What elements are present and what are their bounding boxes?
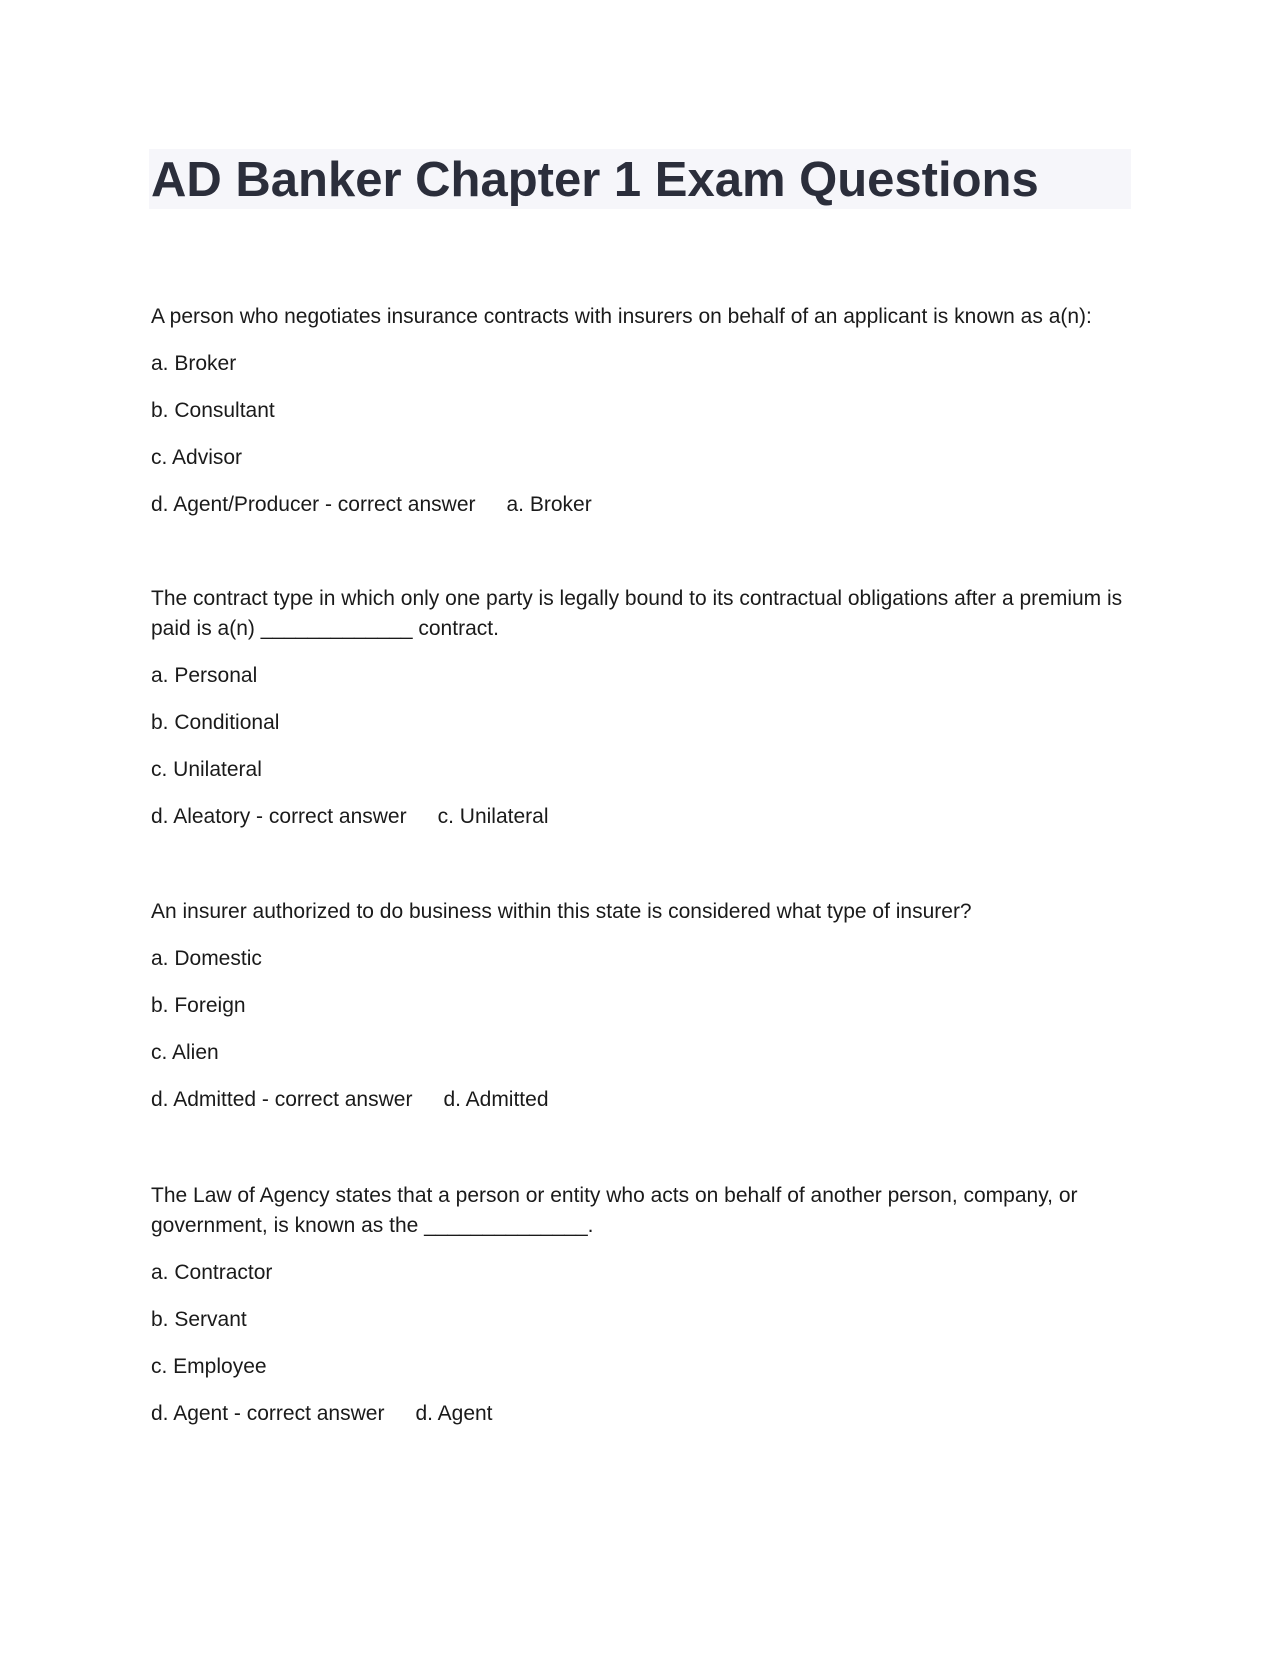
question-text: A person who negotiates insurance contracts with insurers on behalf of an applicant is known as a(n): bbox=[151, 305, 1092, 328]
option-d: d. Agent - correct answer bbox=[151, 1402, 385, 1425]
option-d: d. Agent/Producer - correct answer bbox=[151, 493, 476, 516]
option-b: b. Conditional bbox=[151, 711, 280, 734]
question-block bbox=[151, 584, 1131, 832]
question-block bbox=[151, 302, 1131, 520]
option-b: b. Consultant bbox=[151, 399, 275, 422]
question-text: An insurer authorized to do business within this state is considered what type of insurer? bbox=[151, 900, 972, 923]
option-b: b. Foreign bbox=[151, 994, 246, 1017]
option-c: c. Unilateral bbox=[151, 758, 262, 781]
option-c: c. Alien bbox=[151, 1041, 219, 1064]
option-d-row bbox=[151, 490, 1131, 520]
option-c: c. Employee bbox=[151, 1355, 267, 1378]
option-c: c. Advisor bbox=[151, 446, 243, 469]
option-list bbox=[151, 349, 1131, 520]
option-d: d. Aleatory - correct answer bbox=[151, 805, 407, 828]
option-a: a. Personal bbox=[151, 664, 258, 687]
question-block bbox=[151, 1181, 1131, 1429]
option-a: a. Contractor bbox=[151, 1261, 273, 1284]
question-text: The Law of Agency states that a person or entity who acts on behalf of another person, company, or government, is known as the ______________. bbox=[151, 1184, 1078, 1237]
option-d-row bbox=[151, 1399, 1131, 1429]
option-a: a. Broker bbox=[151, 352, 237, 375]
correct-answer: d. Agent bbox=[415, 1402, 493, 1425]
option-a: a. Domestic bbox=[151, 947, 262, 970]
option-list bbox=[151, 944, 1131, 1115]
option-d-row bbox=[151, 802, 1131, 832]
correct-answer: c. Unilateral bbox=[437, 805, 549, 828]
option-d-row bbox=[151, 1085, 1131, 1115]
correct-answer: a. Broker bbox=[506, 493, 592, 516]
option-d: d. Admitted - correct answer bbox=[151, 1088, 413, 1111]
correct-answer: d. Admitted bbox=[443, 1088, 549, 1111]
question-text: The contract type in which only one party is legally bound to its contractual obligations after a premium is paid is a(n) _____________ contract. bbox=[151, 587, 1123, 640]
option-list bbox=[151, 661, 1131, 832]
page-title: AD Banker Chapter 1 Exam Questions bbox=[151, 153, 1039, 207]
question-block bbox=[151, 897, 1131, 1115]
option-list bbox=[151, 1258, 1131, 1429]
option-b: b. Servant bbox=[151, 1308, 247, 1331]
